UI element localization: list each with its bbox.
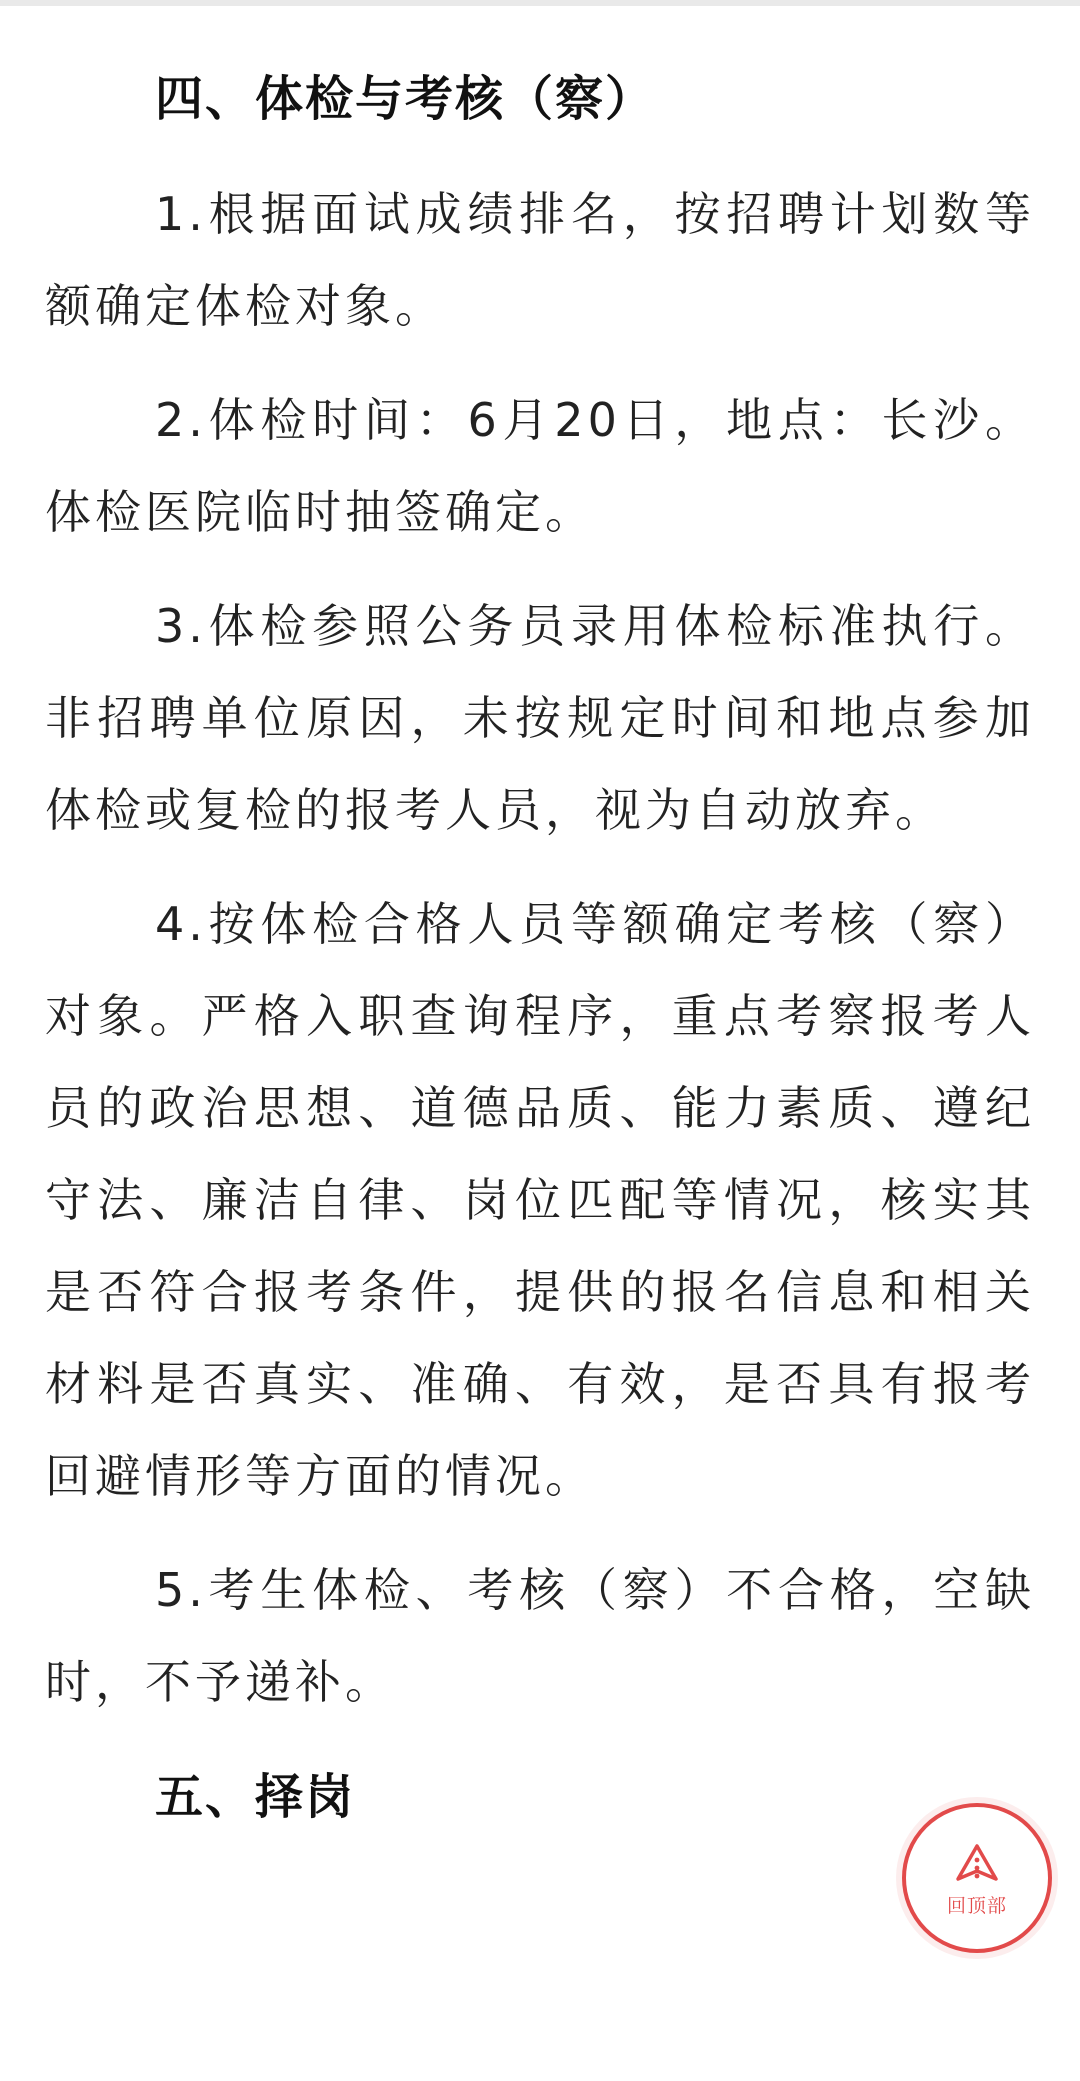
section-heading: 五、择岗 [155,1769,356,1825]
section-heading: 四、体检与考核（察） [155,71,656,127]
back-to-top-label: 回顶部 [946,1894,1007,1917]
paragraph: 3.体检参照公务员录用体检标准执行。非招聘单位原因，未按规定时间和地点参加体检或复检的报考人员，视为自动放弃。 [45,599,1035,837]
back-to-top-button[interactable] [902,1803,1052,1953]
arrow-up-icon [953,1843,1001,1889]
paragraph: 4.按体检合格人员等额确定考核（察）对象。严格入职查询程序，重点考察报考人员的政治思想、道德品质、能力素质、遵纪守法、廉洁自律、岗位匹配等情况，核实其是否符合报考条件，提供的报名信息和相关材料是否真实、准确、有效，是否具有报考回避情形等方面的情况。 [45,897,1035,1503]
paragraph: 1.根据面试成绩排名，按招聘计划数等额确定体检对象。 [45,187,1035,333]
paragraph: 2.体检时间：6月20日，地点：长沙。体检医院临时抽签确定。 [45,393,1035,539]
paragraph: 5.考生体检、考核（察）不合格，空缺时，不予递补。 [45,1563,1035,1709]
article-body [45,54,1035,1842]
top-strip [0,0,1080,6]
